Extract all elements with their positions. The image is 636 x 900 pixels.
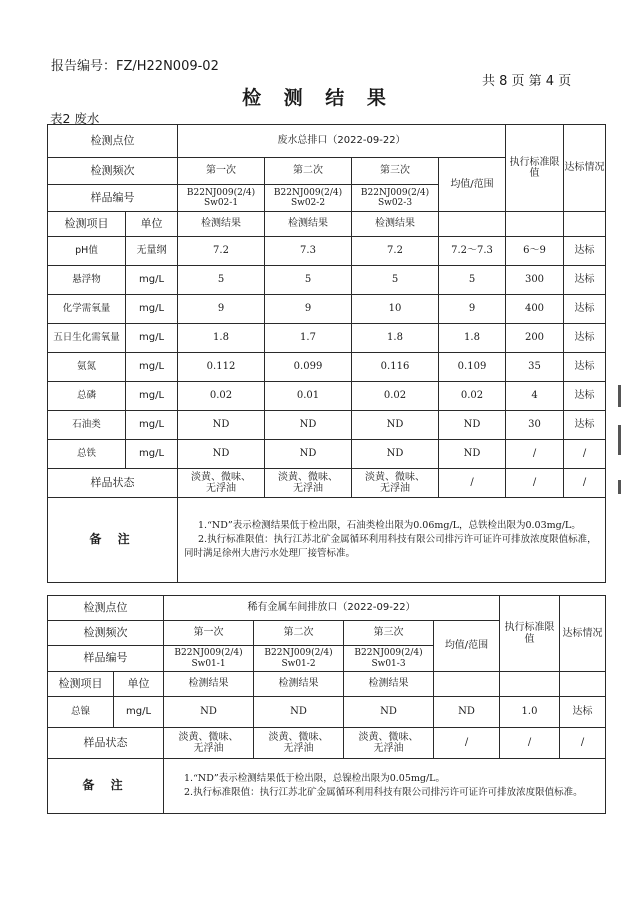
mean-value: ND: [439, 440, 506, 469]
sample-id-1: B22NJ009(2/4) Sw02-1: [178, 185, 265, 212]
unit: mg/L: [126, 353, 178, 382]
result-2: 0.099: [265, 353, 352, 382]
mean-value: 1.8: [439, 324, 506, 353]
table-row: [48, 353, 606, 382]
limit-value: 300: [506, 266, 564, 295]
freq-label: 检测频次: [48, 621, 164, 646]
unit-header: 单位: [126, 212, 178, 237]
status-header: 达标情况: [564, 125, 606, 212]
result-1: 5: [178, 266, 265, 295]
status-value: 达标: [564, 324, 606, 353]
freq-2: 第二次: [254, 621, 344, 646]
scan-margin-mark: [618, 385, 621, 407]
mean-header: 均值/范围: [434, 621, 500, 672]
mean-value: 9: [439, 295, 506, 324]
unit: mg/L: [114, 697, 164, 728]
status-value: 达标: [560, 697, 606, 728]
item-name: 五日生化需氧量: [48, 324, 126, 353]
table-row: [48, 411, 606, 440]
unit: mg/L: [126, 440, 178, 469]
scan-margin-mark: [618, 480, 621, 494]
item-name: 总磷: [48, 382, 126, 411]
result-1: 0.112: [178, 353, 265, 382]
result-header-1: 检测结果: [178, 212, 265, 237]
status-value: 达标: [564, 295, 606, 324]
result-3: 1.8: [352, 324, 439, 353]
freq-3: 第三次: [352, 158, 439, 185]
sample-state-2: 淡黄、微味、 无浮油: [254, 728, 344, 759]
table-row: [48, 295, 606, 324]
state-status: /: [564, 469, 606, 498]
unit: mg/L: [126, 266, 178, 295]
results-table-rare-metal-outlet: [47, 595, 606, 814]
table-row: [48, 440, 606, 469]
freq-1: 第一次: [178, 158, 265, 185]
sample-state-2: 淡黄、微味、 无浮油: [265, 469, 352, 498]
state-label: 样品状态: [48, 728, 164, 759]
result-header-2: 检测结果: [254, 672, 344, 697]
unit-header: 单位: [114, 672, 164, 697]
result-2: 7.3: [265, 237, 352, 266]
blank-cell: [564, 212, 606, 237]
result-3: 0.116: [352, 353, 439, 382]
page-info: 共 8 页 第 4 页: [482, 74, 572, 89]
sample-state-1: 淡黄、微味、 无浮油: [164, 728, 254, 759]
point-value: 稀有金属车间排放口（2022-09-22）: [164, 596, 500, 621]
sample-id-3: B22NJ009(2/4) Sw01-3: [344, 646, 434, 672]
unit: mg/L: [126, 382, 178, 411]
limit-value: 35: [506, 353, 564, 382]
item-name: 化学需氧量: [48, 295, 126, 324]
result-1: ND: [178, 411, 265, 440]
limit-value: 4: [506, 382, 564, 411]
mean-value: 0.02: [439, 382, 506, 411]
limit-header: 执行标准限值: [506, 125, 564, 212]
freq-1: 第一次: [164, 621, 254, 646]
freq-label: 检测频次: [48, 158, 178, 185]
table-caption: 表2 废水: [50, 111, 100, 126]
notes: [164, 759, 606, 814]
limit-value: 6～9: [506, 237, 564, 266]
notes: [178, 498, 606, 583]
item-name: 氨氮: [48, 353, 126, 382]
result-3: ND: [352, 440, 439, 469]
status-value: 达标: [564, 353, 606, 382]
note-2: 2.执行标准限值：执行江苏北矿金属循环利用科技有限公司排污许可证许可排放浓度限值标准。: [184, 787, 583, 798]
status-value: 达标: [564, 237, 606, 266]
result-2: ND: [254, 697, 344, 728]
result-2: ND: [265, 440, 352, 469]
page-title: 检 测 结 果: [242, 87, 394, 109]
sample-state-1: 淡黄、微味、 无浮油: [178, 469, 265, 498]
result-2: 0.01: [265, 382, 352, 411]
table-row: [48, 697, 606, 728]
note-1: 1.“ND”表示检测结果低于检出限，石油类检出限为0.06mg/L，总铁检出限为0.03mg/L。: [198, 519, 581, 531]
note-label: 备 注: [48, 498, 178, 583]
result-3: 5: [352, 266, 439, 295]
result-3: ND: [352, 411, 439, 440]
item-header: 检测项目: [48, 672, 114, 697]
blank-cell: [560, 672, 606, 697]
limit-value: 200: [506, 324, 564, 353]
result-3: 0.02: [352, 382, 439, 411]
state-mean: /: [434, 728, 500, 759]
limit-value: 1.0: [500, 697, 560, 728]
state-limit: /: [506, 469, 564, 498]
unit: mg/L: [126, 324, 178, 353]
item-name: 悬浮物: [48, 266, 126, 295]
mean-value: 0.109: [439, 353, 506, 382]
result-header-2: 检测结果: [265, 212, 352, 237]
result-header-3: 检测结果: [352, 212, 439, 237]
blank-cell: [434, 672, 500, 697]
mean-value: ND: [434, 697, 500, 728]
sample-state-3: 淡黄、微味、 无浮油: [344, 728, 434, 759]
result-1: ND: [178, 440, 265, 469]
mean-header: 均值/范围: [439, 158, 506, 212]
state-limit: /: [500, 728, 560, 759]
result-3: 7.2: [352, 237, 439, 266]
status-value: 达标: [564, 411, 606, 440]
table-row: [48, 266, 606, 295]
sample-state-3: 淡黄、微味、 无浮油: [352, 469, 439, 498]
freq-3: 第三次: [344, 621, 434, 646]
note-label: 备 注: [48, 759, 164, 814]
item-name: 总镍: [48, 697, 114, 728]
result-3: ND: [344, 697, 434, 728]
limit-value: /: [506, 440, 564, 469]
unit: mg/L: [126, 411, 178, 440]
unit: 无量纲: [126, 237, 178, 266]
limit-value: 30: [506, 411, 564, 440]
result-header-3: 检测结果: [344, 672, 434, 697]
state-mean: /: [439, 469, 506, 498]
state-label: 样品状态: [48, 469, 178, 498]
mean-value: 5: [439, 266, 506, 295]
item-name: pH值: [48, 237, 126, 266]
table-row: [48, 237, 606, 266]
limit-value: 400: [506, 295, 564, 324]
result-1: 1.8: [178, 324, 265, 353]
result-1: ND: [164, 697, 254, 728]
result-1: 0.02: [178, 382, 265, 411]
item-name: 总铁: [48, 440, 126, 469]
sample-id-2: B22NJ009(2/4) Sw01-2: [254, 646, 344, 672]
note-1: 1.“ND”表示检测结果低于检出限，总镍检出限为0.05mg/L。: [184, 772, 445, 784]
state-status: /: [560, 728, 606, 759]
status-value: /: [564, 440, 606, 469]
unit: mg/L: [126, 295, 178, 324]
table-row: [48, 324, 606, 353]
point-label: 检测点位: [48, 125, 178, 158]
sample-label: 样品编号: [48, 646, 164, 672]
status-value: 达标: [564, 266, 606, 295]
status-value: 达标: [564, 382, 606, 411]
result-2: 9: [265, 295, 352, 324]
limit-header: 执行标准限值: [500, 596, 560, 672]
scan-margin-mark: [618, 425, 621, 455]
result-1: 7.2: [178, 237, 265, 266]
point-value: 废水总排口（2022-09-22）: [178, 125, 506, 158]
result-2: ND: [265, 411, 352, 440]
blank-cell: [506, 212, 564, 237]
result-header-1: 检测结果: [164, 672, 254, 697]
results-table-main-outlet: [47, 124, 606, 583]
blank-cell: [500, 672, 560, 697]
sample-id-1: B22NJ009(2/4) Sw01-1: [164, 646, 254, 672]
report-number: 报告编号：FZ/H22N009-02: [51, 59, 219, 74]
result-1: 9: [178, 295, 265, 324]
sample-label: 样品编号: [48, 185, 178, 212]
sample-id-3: B22NJ009(2/4) Sw02-3: [352, 185, 439, 212]
blank-cell: [439, 212, 506, 237]
result-2: 1.7: [265, 324, 352, 353]
point-label: 检测点位: [48, 596, 164, 621]
mean-value: 7.2～7.3: [439, 237, 506, 266]
table-row: [48, 382, 606, 411]
result-2: 5: [265, 266, 352, 295]
sample-id-2: B22NJ009(2/4) Sw02-2: [265, 185, 352, 212]
item-header: 检测项目: [48, 212, 126, 237]
note-2: 2.执行标准限值：执行江苏北矿金属循环利用科技有限公司排污许可证许可排放浓度限值标准，同时满足徐州大唐污水处理厂接管标准。: [184, 533, 597, 560]
result-3: 10: [352, 295, 439, 324]
mean-value: ND: [439, 411, 506, 440]
status-header: 达标情况: [560, 596, 606, 672]
item-name: 石油类: [48, 411, 126, 440]
freq-2: 第二次: [265, 158, 352, 185]
